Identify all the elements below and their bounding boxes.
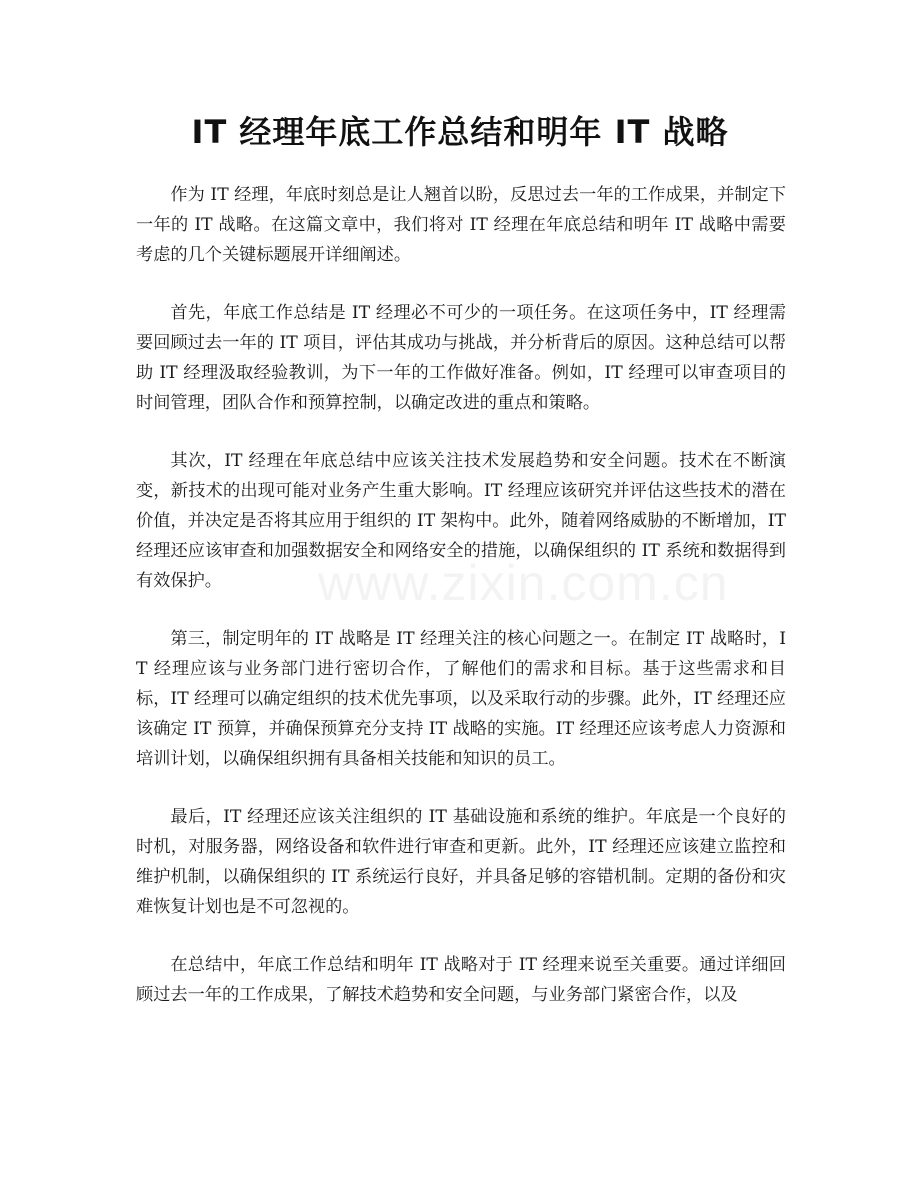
document-body bbox=[136, 180, 786, 1038]
document-title: IT 经理年底工作总结和明年 IT 战略 bbox=[191, 113, 729, 151]
watermark: www.zixin.com.cn bbox=[318, 555, 729, 611]
paragraph-tech-trends-security: 其次，IT 经理在年底总结中应该关注技术发展趋势和安全问题。技术在不断演变，新技术的出现可能对业务产生重大影响。IT 经理应该研究并评估这些技术的潜在价值，并决定是否将其应用于组织的 IT 架构中。此外，随着网络威胁的不断增加，IT 经理还应该审查和加强数据安全和网络安全的措施，以确保组织的 IT 系统和数据得到有效保护。 bbox=[136, 451, 786, 591]
paragraph-it-strategy: 第三，制定明年的 IT 战略是 IT 经理关注的核心问题之一。在制定 IT 战略时，IT 经理应该与业务部门进行密切合作，了解他们的需求和目标。基于这些需求和目标，IT 经理可以确定组织的技术优先事项，以及采取行动的步骤。此外，IT 经理还应该确定 IT 预算，并确保预算充分支持 IT 战略的实施。IT 经理还应该考虑人力资源和培训计划，以确保组织拥有具备相关技能和知识的员工。 bbox=[136, 629, 786, 769]
paragraph-conclusion: 在总结中，年底工作总结和明年 IT 战略对于 IT 经理来说至关重要。通过详细回顾过去一年的工作成果，了解技术趋势和安全问题，与业务部门紧密合作，以及 bbox=[136, 955, 786, 1005]
paragraph-year-end-summary: 首先，年底工作总结是 IT 经理必不可少的一项任务。在这项任务中，IT 经理需要回顾过去一年的 IT 项目，评估其成功与挑战，并分析背后的原因。这种总结可以帮助 IT 经理汲取经验教训，为下一年的工作做好准备。例如，IT 经理可以审查项目的时间管理，团队合作和预算控制，以确定改进的重点和策略。 bbox=[136, 303, 786, 413]
paragraph-infrastructure-maintenance: 最后，IT 经理还应该关注组织的 IT 基础设施和系统的维护。年底是一个良好的时机，对服务器，网络设备和软件进行审查和更新。此外，IT 经理还应该建立监控和维护机制，以确保组织的 IT 系统运行良好，并具备足够的容错机制。定期的备份和灾难恢复计划也是不可忽视的。 bbox=[136, 807, 786, 917]
paragraph-intro: 作为 IT 经理，年底时刻总是让人翘首以盼，反思过去一年的工作成果，并制定下一年的 IT 战略。在这篇文章中，我们将对 IT 经理在年底总结和明年 IT 战略中需要考虑的几个关键标题展开详细阐述。 bbox=[136, 185, 786, 265]
